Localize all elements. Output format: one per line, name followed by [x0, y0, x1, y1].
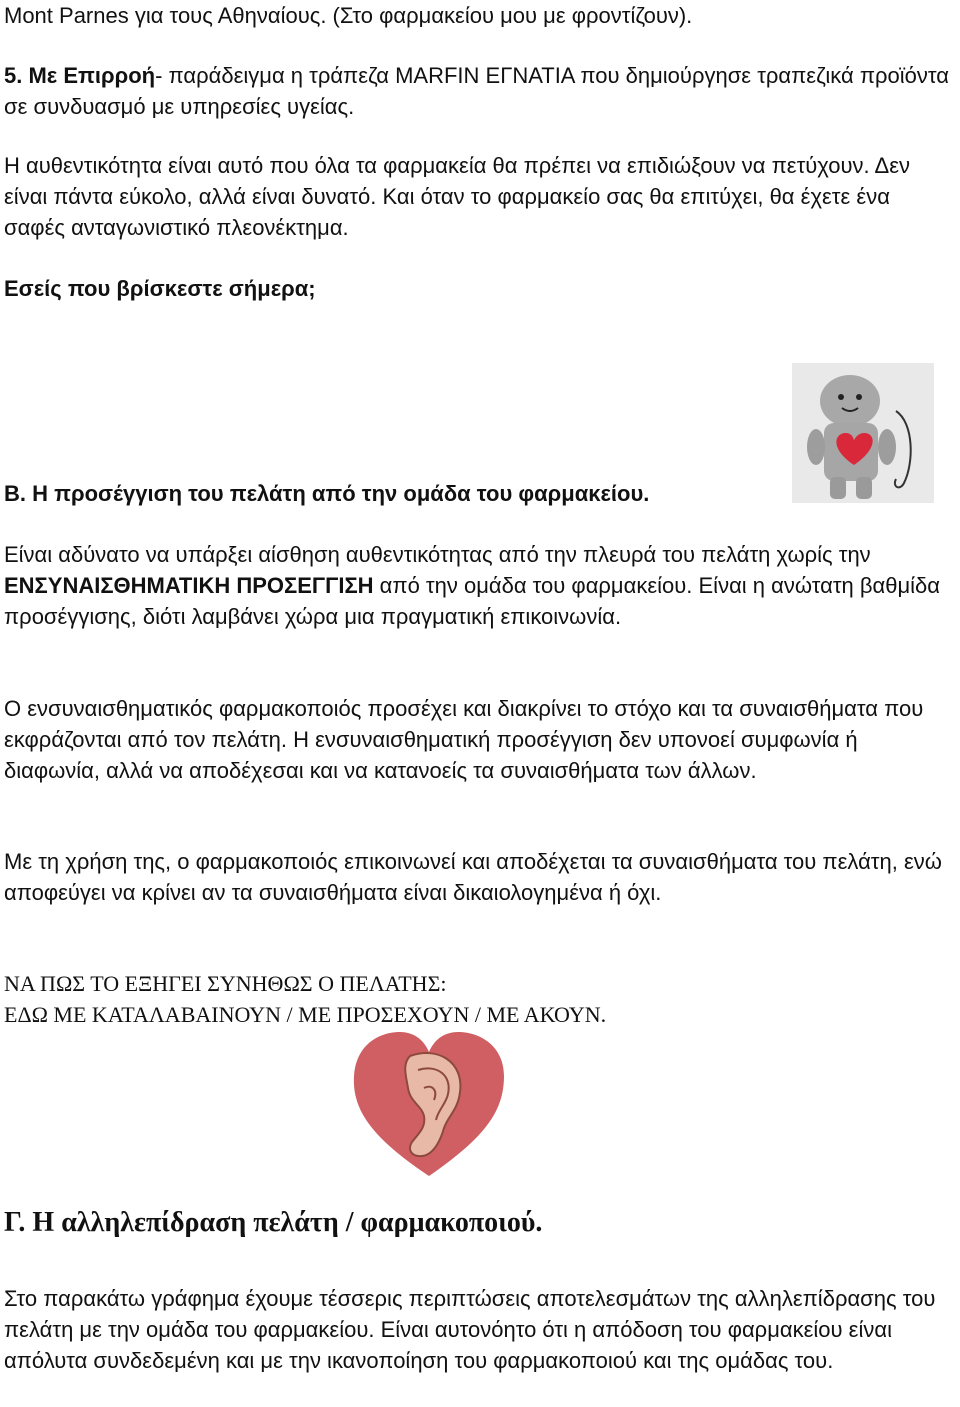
paragraph-empathy-approach-start: Είναι αδύνατο να υπάρξει αίσθηση αυθεντικότητας από την πλευρά του πελάτη χωρίς την [4, 542, 871, 567]
paragraph-empathic-pharmacist: Ο ενσυναισθηματικός φαρμακοποιός προσέχει και διακρίνει το στόχο και τα συναισθήματα που εκφράζονται από τον πελάτη. Η ενσυναισθηματική προσέγγιση δεν υπονοεί συμφωνία ή διαφωνία, αλλά να αποδέχεσαι και να κατανοείς τα συναισθήματα των άλλων. [4, 696, 924, 783]
section-g-heading: Γ. Η αλληλεπίδραση πελάτη / φαρμακοποιού. [4, 1207, 543, 1238]
paragraph-empathy-approach-end: από την ομάδα του φαρμακείου. Είναι η ανώτατη βαθμίδα προσέγγισης, διότι λαμβάνει χώρα μια πραγματική επικοινωνία. [4, 573, 940, 629]
question-heading: Εσείς που βρίσκεστε σήμερα; [4, 276, 316, 301]
customer-quote: ΕΔΩ ΜΕ ΚΑΤΑΛΑΒΑΙΝΟΥΝ / ΜΕ ΠΡΟΣΕΧΟΥΝ / ΜΕ ΑΚΟΥΝ. [4, 1002, 607, 1027]
section-b-heading: Β. Η προσέγγιση του πελάτη από την ομάδα του φαρμακείου. [4, 481, 650, 506]
ear-in-heart-image [352, 1030, 507, 1178]
paragraph-influence [4, 60, 956, 122]
paragraph-authenticity: Η αυθεντικότητα είναι αυτό που όλα τα φαρμακεία θα πρέπει να επιδιώξουν να πετύχουν. Δεν είναι πάντα εύκολο, αλλά είναι δυνατό. Και όταν το φαρμακείο σας θα επιτύχει, θα έχετε ένα σαφές ανταγωνιστικό πλεονέκτημα. [4, 153, 911, 240]
item-5-text: - παράδειγμα η τράπεζα MARFIN ΕΓΝΑΤΙΑ που δημιούργησε τραπεζικά προϊόντα σε συνδυασμό με υπηρεσίες υγείας. [4, 63, 950, 119]
paragraph-empathy-approach [4, 539, 956, 632]
text-line-mont-parnes: Mont Parnes για τους Αθηναίους. (Στο φαρμακείου μου με φροντίζουν). [4, 3, 693, 28]
customer-quote-intro: ΝΑ ΠΩΣ ΤΟ ΕΞΗΓΕΙ ΣΥΝΗΘΩΣ Ο ΠΕΛΑΤΗΣ: [4, 971, 447, 996]
item-5-label: 5. Με Επιρροή [4, 63, 156, 88]
robot-heart-plush-image [792, 363, 934, 503]
paragraph-interaction-graph: Στο παρακάτω γράφημα έχουμε τέσσερις περιπτώσεις αποτελεσμάτων της αλληλεπίδρασης του πελάτη με την ομάδα του φαρμακείου. Είναι αυτονόητο ότι η απόδοση του φαρμακείου είναι απόλυτα συνδεδεμένη και με την ικανοποίηση του φαρμακοποιού και της ομάδας του. [4, 1286, 936, 1373]
paragraph-use-of-empathy: Με τη χρήση της, ο φαρμακοποιός επικοινωνεί και αποδέχεται τα συναισθήματα του πελάτη, ενώ αποφεύγει να κρίνει αν τα συναισθήματα είναι δικαιολογημένα ή όχι. [4, 849, 942, 905]
empathy-emphasis: ΕΝΣΥΝΑΙΣΘΗΜΑΤΙΚΗ ΠΡΟΣΕΓΓΙΣΗ [4, 573, 374, 598]
